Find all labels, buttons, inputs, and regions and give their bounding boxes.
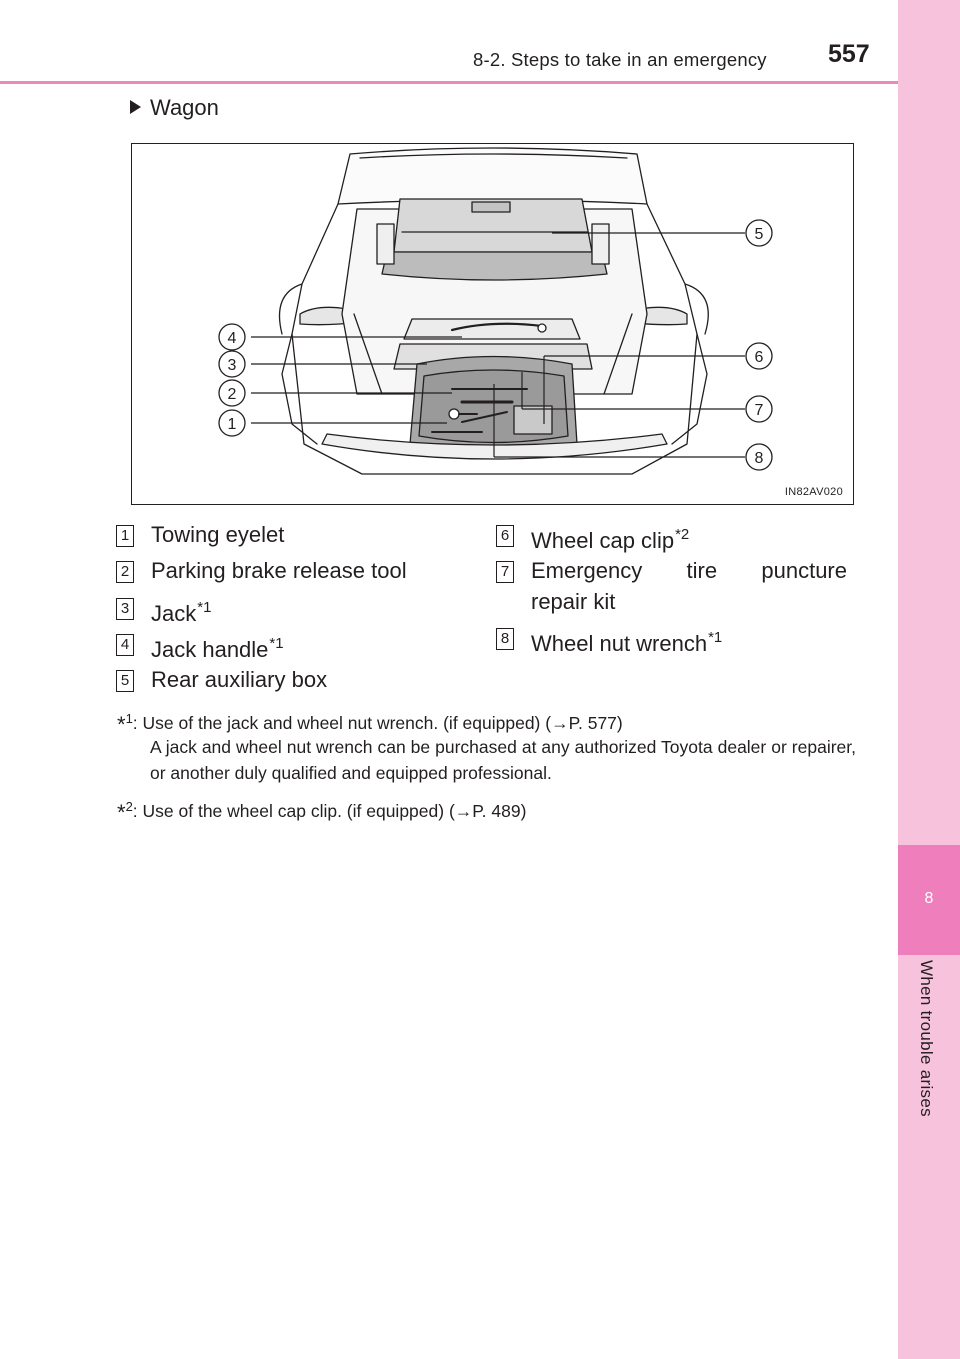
item-badge-1: 1 bbox=[117, 526, 133, 546]
callout-8 bbox=[746, 444, 772, 470]
item-label: Jack handle bbox=[151, 637, 269, 662]
item-badge-2: 2 bbox=[117, 562, 133, 582]
callout-5 bbox=[746, 220, 772, 246]
item-label-line2: repair kit bbox=[531, 589, 616, 614]
list-item bbox=[151, 519, 284, 550]
list-item bbox=[531, 622, 722, 659]
callout-6 bbox=[746, 343, 772, 369]
footnote-1-detail: A jack and wheel nut wrench can be purchased at any authorized Toyota dealer or repairer, or another duly qualified and equipped professional. bbox=[150, 737, 856, 783]
list-item bbox=[151, 592, 211, 629]
chapter-side-tab[interactable] bbox=[898, 0, 960, 1359]
item-footnote-ref: *1 bbox=[197, 599, 212, 616]
section-title: 8-2. Steps to take in an emergency bbox=[473, 49, 767, 70]
item-label: Jack bbox=[151, 601, 197, 626]
footnote-marker-num: 1 bbox=[125, 711, 133, 726]
trunk-drawing bbox=[132, 144, 854, 505]
footnote-marker: * bbox=[117, 800, 126, 825]
subheading-text: Wagon bbox=[150, 95, 219, 120]
callout-6-label: 6 bbox=[754, 349, 764, 366]
list-item bbox=[151, 664, 327, 695]
callout-1 bbox=[219, 410, 245, 436]
callout-3-label: 3 bbox=[227, 357, 237, 374]
callout-7 bbox=[746, 396, 772, 422]
chapter-label: When trouble arises bbox=[917, 960, 936, 1117]
list-item bbox=[531, 519, 689, 556]
item-badge-6: 6 bbox=[497, 526, 513, 546]
callout-8-label: 8 bbox=[754, 450, 764, 467]
list-item bbox=[531, 555, 847, 617]
subheading bbox=[130, 95, 219, 121]
item-badge-7: 7 bbox=[497, 562, 513, 582]
footnote-text: : Use of the jack and wheel nut wrench. (if equipped) (→P. 577) bbox=[132, 713, 623, 733]
figure-code: IN82AV020 bbox=[784, 486, 843, 498]
chapter-number: 8 bbox=[924, 890, 934, 907]
callout-3 bbox=[219, 351, 245, 377]
item-label: Parking brake release tool bbox=[151, 558, 407, 583]
item-label: Rear auxiliary box bbox=[151, 667, 328, 692]
callout-4-label: 4 bbox=[227, 330, 237, 347]
list-item bbox=[151, 555, 407, 586]
footnote-text: : Use of the wheel cap clip. (if equipped) (→P. 489) bbox=[132, 801, 527, 821]
chapter-number-block bbox=[898, 845, 960, 955]
callout-4 bbox=[219, 324, 245, 350]
callout-2 bbox=[219, 380, 245, 406]
footnote-marker-num: 2 bbox=[125, 799, 133, 814]
item-badge-4: 4 bbox=[117, 635, 133, 655]
callout-7-label: 7 bbox=[754, 402, 764, 419]
item-badge-8: 8 bbox=[497, 629, 513, 649]
callout-1-label: 1 bbox=[227, 416, 237, 433]
item-footnote-ref: *2 bbox=[675, 526, 690, 543]
triangle-bullet-icon bbox=[130, 100, 141, 114]
footnote-2 bbox=[117, 794, 526, 826]
item-label: Wheel cap clip bbox=[531, 528, 675, 553]
page-number: 557 bbox=[828, 40, 870, 68]
item-badge-5: 5 bbox=[117, 671, 133, 691]
trunk-illustration bbox=[131, 143, 854, 505]
list-item bbox=[151, 628, 284, 665]
footnote-marker: * bbox=[117, 712, 126, 737]
callout-2-label: 2 bbox=[227, 386, 237, 403]
header-rule bbox=[0, 81, 898, 84]
item-footnote-ref: *1 bbox=[269, 635, 284, 652]
callout-5-label: 5 bbox=[754, 226, 764, 243]
item-badge-3: 3 bbox=[117, 599, 133, 619]
item-label: Towing eyelet bbox=[151, 522, 285, 547]
item-label: Wheel nut wrench bbox=[531, 631, 708, 656]
item-label-line1: Emergency tire puncture bbox=[531, 558, 847, 583]
item-footnote-ref: *1 bbox=[708, 629, 723, 646]
